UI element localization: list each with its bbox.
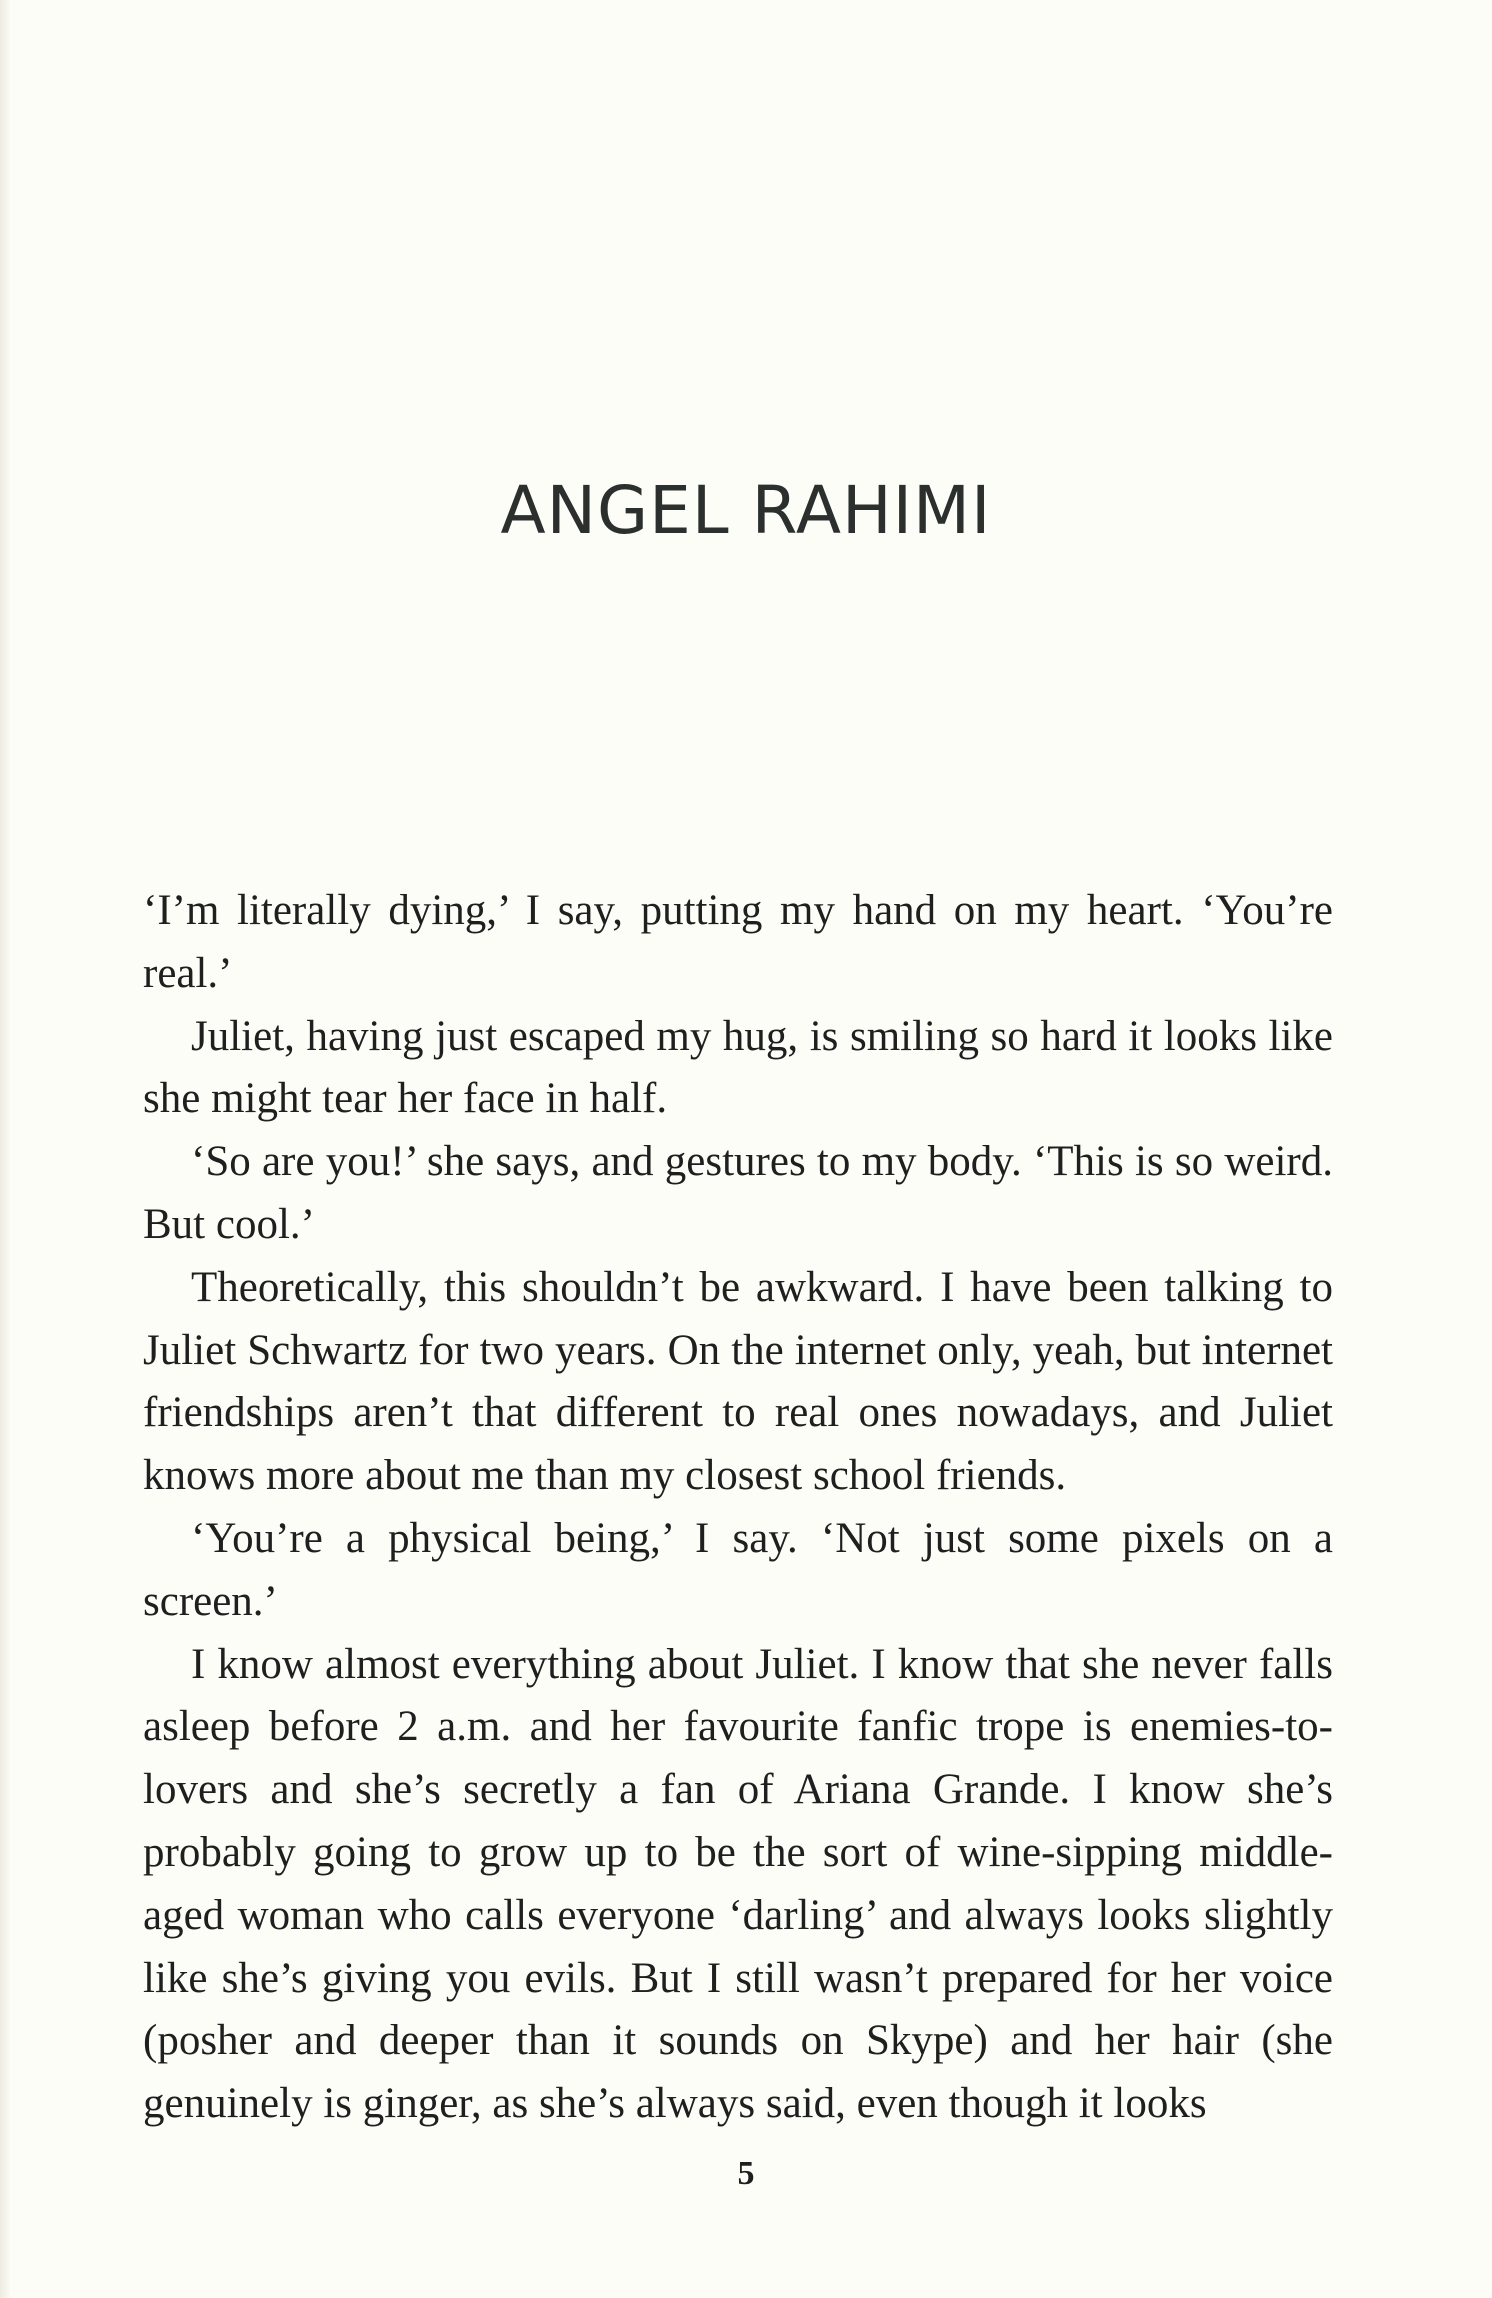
page-number: 5	[737, 2155, 755, 2192]
paragraph: ‘I’m literally dying,’ I say, putting my hand on my heart. ‘You’re real.’	[143, 887, 1333, 997]
paragraph: ‘You’re a physical being,’ I say. ‘Not just some pixels on a screen.’	[143, 1514, 1333, 1625]
paragraph: Theoretically, this shouldn’t be awkward. I have been talking to Juliet Schwartz for two years. On the internet only, yeah, but internet friendships aren’t that different to real ones nowadays, and Juliet knows more about me than my closest school friends.	[143, 1263, 1333, 1500]
body-text	[143, 880, 1333, 2136]
paragraph: I know almost everything about Juliet. I know that she never falls asleep before 2 a.m. and her favourite fanfic trope is enemies-to-lovers and she’s secretly a fan of Ariana Grande. I know she’s probably going to grow up to be the sort of wine-sipping middle-aged woman who calls everyone ‘darling’ and always looks slightly like she’s giving you evils. But I still wasn’t prepared for her voice (posher and deeper than it sounds on Skype) and her hair (she genuinely is ginger, as she’s always said, even though it looks	[143, 1640, 1333, 2128]
chapter-title: ANGEL RAHIMI	[500, 472, 992, 549]
paragraph: ‘So are you!’ she says, and gestures to my body. ‘This is so weird. But cool.’	[143, 1138, 1333, 1248]
paragraph: Juliet, having just escaped my hug, is smiling so hard it looks like she might tear her face in half.	[143, 1012, 1333, 1123]
page-binding-edge	[0, 0, 10, 2298]
